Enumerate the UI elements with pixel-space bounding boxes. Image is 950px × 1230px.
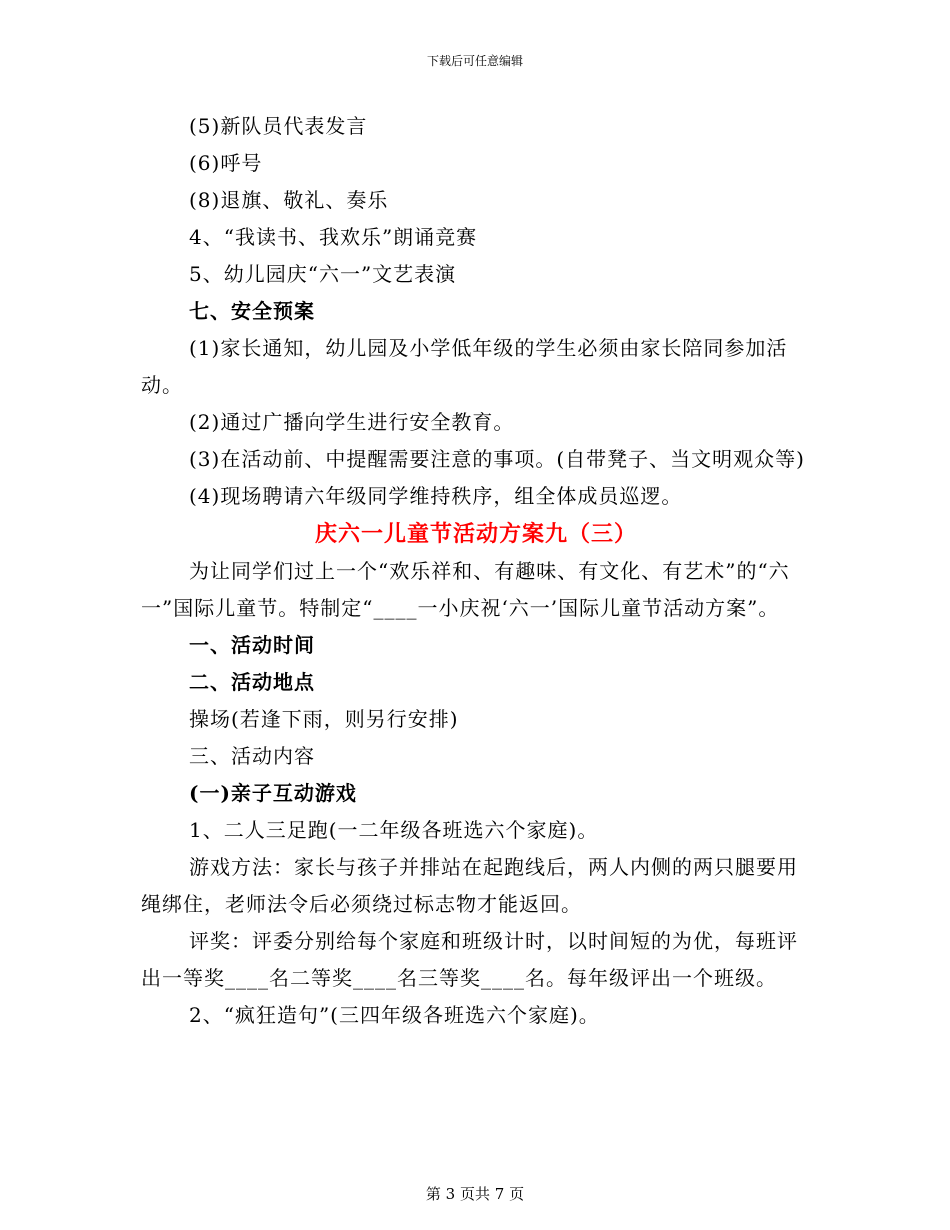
section-heading: 七、安全预案: [189, 299, 315, 323]
list-item: (8)退旗、敬礼、奏乐: [189, 188, 389, 212]
section-heading: 一、活动时间: [189, 633, 315, 657]
paragraph: (1)家长通知，幼儿园及小学低年级的学生必须由家长陪同参加活动。: [141, 336, 788, 397]
list-item: 5、幼儿园庆“六一”文艺表演: [189, 262, 457, 286]
section-heading: 二、活动地点: [189, 670, 315, 694]
paragraph: 为让同学们过上一个“欢乐祥和、有趣味、有文化、有艺术”的“六一”国际儿童节。特制定“____一小庆祝‘六一’国际儿童节活动方案”。: [141, 559, 790, 620]
document-body: [141, 108, 811, 1034]
list-item: (2)通过广播向学生进行安全教育。: [189, 410, 515, 434]
paragraph: 评奖：评委分别给每个家庭和班级计时，以时间短的为优，每班评出一等奖____名二等奖____名三等奖____名。每年级评出一个班级。: [141, 929, 798, 990]
paragraph: 操场(若逢下雨，则另行安排): [189, 707, 459, 731]
list-item: (5)新队员代表发言: [189, 114, 368, 138]
paragraph: 游戏方法：家长与孩子并排站在起跑线后，两人内侧的两只腿要用绳绑住，老师法令后必须绕过标志物才能返回。: [141, 855, 798, 916]
list-item: 4、“我读书、我欢乐”朗诵竞赛: [189, 225, 478, 249]
section-heading: 三、活动内容: [189, 744, 315, 768]
sub-heading: (一)亲子互动游戏: [189, 781, 357, 805]
paragraph: (3)在活动前、中提醒需要注意的事项。(自带凳子、当文明观众等): [189, 447, 805, 471]
page-header: 下载后可任意编辑: [426, 54, 523, 68]
page-footer: 第 3 页共 7 页: [425, 1185, 525, 1203]
list-item: 2、“疯狂造句”(三四年级各班选六个家庭)。: [189, 1003, 600, 1027]
list-item: (4)现场聘请六年级同学维持秩序，组全体成员巡逻。: [189, 484, 683, 508]
list-item: (6)呼号: [189, 151, 263, 175]
list-item: 1、二人三足跑(一二年级各班选六个家庭)。: [189, 818, 599, 842]
section-title: 庆六一儿童节活动方案九（三）: [314, 521, 637, 547]
